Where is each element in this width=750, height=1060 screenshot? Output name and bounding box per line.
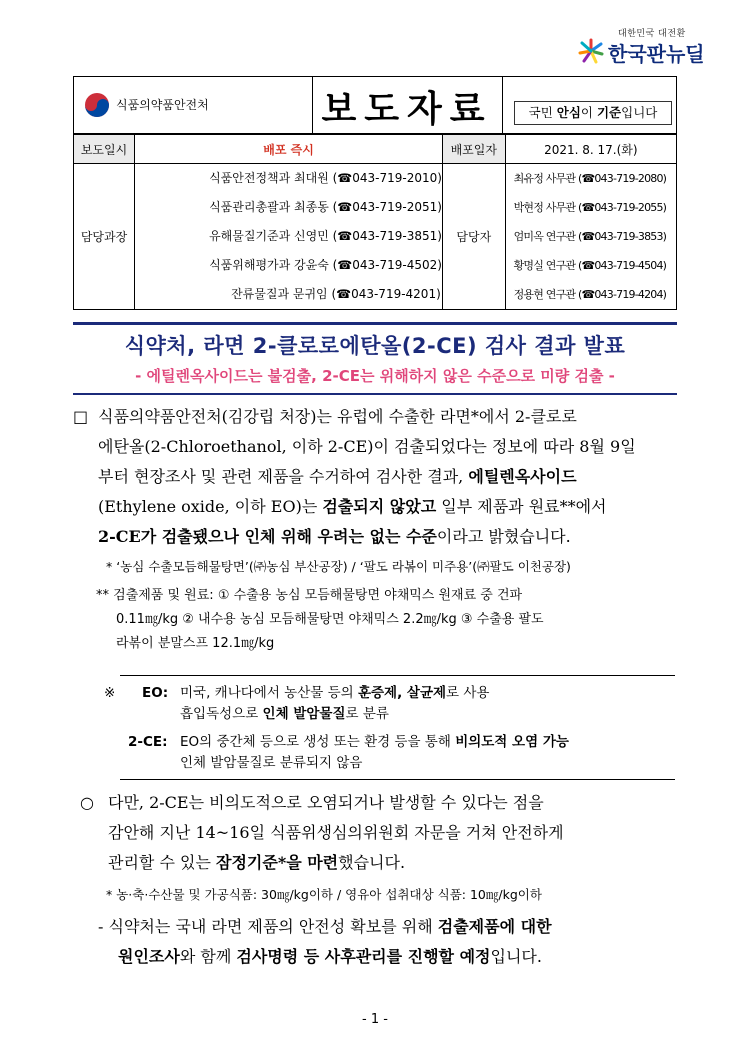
para3-line: 원인조사와 함께 검사명령 등 사후관리를 진행할 예정입니다.	[118, 947, 542, 966]
para1-line: (Ethylene oxide, 이하 EO)는 검출되지 않았고 일부 제품과 원료**에서	[98, 497, 607, 516]
para1-line: 에탄올(2-Chloroethanol, 이하 2-CE)이 검출되었다는 정보에 따라 8월 9일	[98, 437, 636, 456]
contact-table	[73, 134, 677, 310]
ce-term: 2-CE:	[128, 734, 168, 750]
footnote-3: * 농·축·수산물 및 가공식품: 30㎎/kg이하 / 영유아 섭취대상 식품: 10㎎/kg이하	[106, 887, 542, 902]
staff-entry: 황명실 연구관 (☎043-719-4504)	[513, 259, 667, 272]
manager-entry: 식품관리총괄과 최종동 (☎043-719-2051)	[209, 200, 442, 214]
headline: 식약처, 라면 2-클로로에탄올(2-CE) 검사 결과 발표	[124, 334, 626, 358]
press-header	[73, 76, 677, 134]
footnote-2: 라볶이 분말스프 12.1㎎/kg	[116, 636, 275, 651]
para2-marker: ○	[80, 793, 94, 812]
reference-mark: ※	[104, 685, 116, 701]
page-title: 보도자료	[321, 89, 493, 130]
eo-definition: 흡입독성으로 인체 발암물질로 분류	[180, 706, 389, 722]
manager-entry: 잔류물질과 문귀임 (☎043-719-4201)	[231, 287, 441, 301]
release-value: 배포 즉시	[135, 135, 443, 164]
new-deal-logo	[578, 24, 718, 70]
staff-cell	[505, 164, 676, 310]
subheadline: - 에틸렌옥사이드는 불검출, 2-CE는 위해하지 않은 수준으로 미량 검출 -	[135, 367, 615, 385]
slogan-box: 국민 안심이 기준입니다	[514, 101, 672, 125]
dist-date: 2021. 8. 17.(화)	[505, 135, 676, 164]
para1-line: 부터 현장조사 및 관련 제품을 수거하여 검사한 결과, 에틸렌옥사이드	[98, 467, 577, 486]
headline-rule-bottom	[73, 393, 677, 395]
para2-line: 다만, 2-CE는 비의도적으로 오염되거나 발생할 수 있다는 점을	[108, 793, 544, 812]
logo-title: 한국판뉴딜	[608, 42, 705, 66]
footnote-2: ** 검출제품 및 원료: ① 수출용 농심 모듬해물탕면 야채믹스 원재료 중 건파	[96, 588, 523, 603]
dist-label: 배포일자	[442, 135, 505, 164]
page-number: - 1 -	[362, 1012, 388, 1027]
staff-entry: 박현정 사무관 (☎043-719-2055)	[513, 201, 667, 214]
release-label: 보도일시	[74, 135, 135, 164]
glossary-rule-top	[120, 675, 675, 676]
para3-line: - 식약처는 국내 라면 제품의 안전성 확보를 위해 검출제품에 대한	[98, 917, 552, 936]
para1-marker: □	[73, 407, 89, 426]
para2-line: 감안해 지난 14~16일 식품위생심의위원회 자문을 거쳐 안전하게	[108, 823, 564, 842]
eo-term: EO:	[142, 685, 169, 701]
staff-entry: 정용현 연구관 (☎043-719-4204)	[513, 288, 667, 301]
dept-label: 담당과장	[74, 164, 135, 310]
glossary-rule-bottom	[120, 779, 675, 780]
staff-entry: 엄미옥 연구관 (☎043-719-3853)	[513, 230, 667, 243]
footnote-1: * ‘농심 수출모듬해물탕면’(㈜농심 부산공장) / ‘팔도 라볶이 미주용’(㈜팔도 이천공장)	[106, 559, 571, 574]
eo-definition: 미국, 캐나다에서 농산물 등의 훈증제, 살균제로 사용	[180, 685, 490, 701]
contact-label: 담당자	[442, 164, 505, 310]
org-name: 식품의약품안전처	[116, 98, 209, 112]
footnote-2: 0.11㎎/kg ② 내수용 농심 모듬해물탕면 야채믹스 2.2㎎/kg ③ 수출용 팔도	[116, 612, 544, 627]
manager-entry: 식품안전정책과 최대원 (☎043-719-2010)	[209, 171, 442, 185]
ce-definition: 인체 발암물질로 분류되지 않음	[180, 755, 363, 771]
header-divider	[502, 77, 503, 133]
taegeuk-emblem-icon	[84, 92, 110, 118]
manager-entry: 유해물질기준과 신영민 (☎043-719-3851)	[209, 229, 442, 243]
manager-entry: 식품위해평가과 강윤숙 (☎043-719-4502)	[209, 258, 442, 272]
para1-line: 식품의약품안전처(김강립 처장)는 유럽에 수출한 라면*에서 2-클로로	[98, 407, 577, 426]
staff-entry: 최유정 사무관 (☎043-719-2080)	[513, 172, 667, 185]
ce-definition: EO의 중간체 등으로 생성 또는 환경 등을 통해 비의도적 오염 가능	[180, 734, 569, 750]
para1-line: 2-CE가 검출됐으나 인체 위해 우려는 없는 수준이라고 밝혔습니다.	[98, 527, 571, 546]
burst-icon	[578, 38, 604, 64]
logo-tagline: 대한민국 대전환	[618, 29, 686, 39]
headline-rule-top	[73, 322, 677, 325]
para2-line: 관리할 수 있는 잠정기준*을 마련했습니다.	[108, 853, 406, 872]
managers-cell	[135, 164, 443, 310]
